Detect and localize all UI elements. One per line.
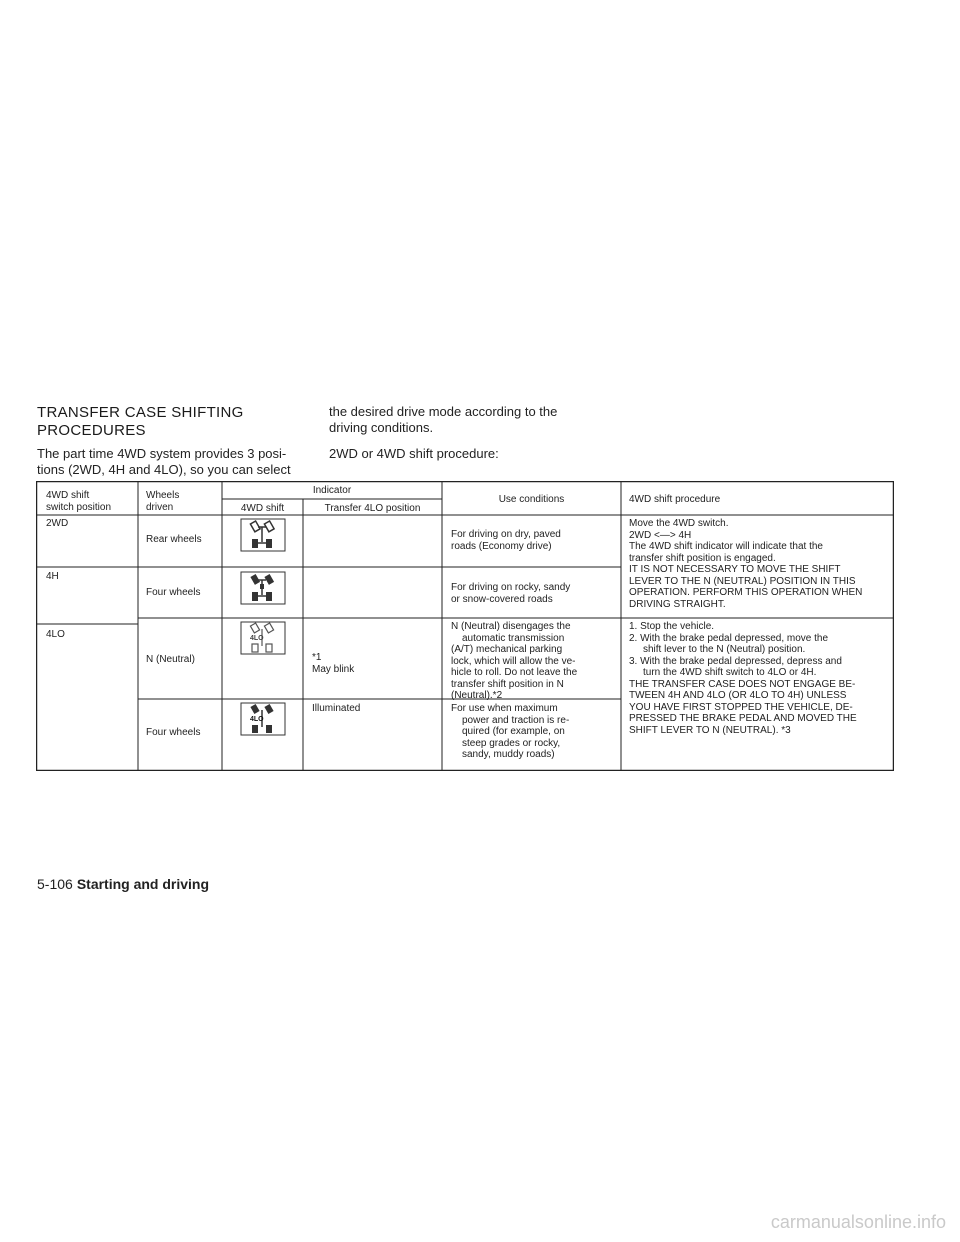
wheels-row-4: Four wheels	[146, 727, 201, 738]
use-line: or snow-covered roads	[451, 593, 553, 605]
procedure-line: 2. With the brake pedal depressed, move the	[629, 632, 829, 644]
header-indicator: Indicator	[312, 485, 352, 496]
use-conditions-row-1	[451, 529, 561, 552]
use-line: automatic transmission	[462, 632, 565, 644]
switch-position-4h: 4H	[46, 571, 59, 582]
use-line: steep grades or rocky,	[462, 737, 561, 749]
use-line: roads (Economy drive)	[451, 540, 552, 552]
header-indicator-4wd-shift: 4WD shift	[240, 503, 285, 514]
heading-line-1: TRANSFER CASE SHIFTING	[37, 404, 244, 421]
procedure-line: turn the 4WD shift switch to 4LO or 4H.	[643, 667, 817, 678]
use-line: power and traction is re-	[462, 714, 570, 726]
use-line: (A/T) mechanical parking	[451, 644, 563, 655]
use-line: transfer shift position in N	[451, 678, 564, 690]
4lo-neutral-indicator-icon	[240, 621, 286, 655]
section-name: Starting and driving	[76, 876, 210, 892]
procedure-line: TWEEN 4H AND 4LO (OR 4LO TO 4H) UNLESS	[629, 690, 847, 701]
lo-position-row-4: Illuminated	[312, 703, 361, 714]
switch-position-2wd: 2WD	[46, 518, 69, 529]
use-line: For driving on rocky, sandy	[451, 582, 571, 593]
intro-left-line-1: The part time 4WD system provides 3 posi-	[37, 446, 287, 461]
procedure-line: The 4WD shift indicator will indicate that the	[629, 541, 823, 552]
icon-label-4lo-illuminated: 4LO	[250, 716, 264, 723]
intro-left-line-2: tions (2WD, 4H and 4LO), so you can select	[37, 462, 291, 477]
header-switch-line-1: 4WD shift	[46, 490, 90, 501]
procedure-line: SHIFT LEVER TO N (NEUTRAL). *3	[629, 724, 791, 736]
wheels-row-2: Four wheels	[146, 587, 201, 598]
header-switch-line-2: switch position	[46, 501, 112, 513]
procedure-line: 2WD <—> 4H	[629, 529, 692, 541]
use-line: hicle to roll. Do not leave the	[451, 667, 578, 678]
lo-position-may-blink: May blink	[312, 663, 355, 675]
4h-indicator-icon	[240, 571, 286, 605]
watermark-text: carmanualsonline.info	[770, 1212, 946, 1232]
header-switch-position	[46, 490, 111, 513]
procedure-line: transfer shift position is engaged.	[629, 552, 776, 564]
use-line: lock, which will allow the ve-	[451, 655, 576, 667]
heading-line-2: PROCEDURES	[37, 422, 146, 439]
use-line: N (Neutral) disengages the	[451, 621, 571, 632]
header-use-conditions: Use conditions	[498, 494, 565, 505]
procedure-line: shift lever to the N (Neutral) position.	[643, 644, 806, 655]
procedure-line: LEVER TO THE N (NEUTRAL) POSITION IN THIS	[629, 575, 856, 587]
intro-right-line-1: the desired drive mode according to the	[329, 404, 558, 419]
wheels-row-1: Rear wheels	[146, 534, 202, 545]
procedure-line: IT IS NOT NECESSARY TO MOVE THE SHIFT	[629, 564, 841, 575]
use-conditions-row-3	[451, 621, 577, 702]
use-line: For driving on dry, paved	[451, 529, 561, 540]
section-heading	[37, 404, 317, 440]
header-wheels-line-2: driven	[146, 501, 174, 513]
use-line: sandy, muddy roads)	[462, 749, 555, 760]
header-wheels-line-1: Wheels	[146, 490, 180, 501]
header-shift-procedure: 4WD shift procedure	[629, 494, 721, 505]
lo-position-row-3	[312, 652, 354, 675]
intro-paragraph-right	[329, 404, 619, 462]
procedure-label: 2WD or 4WD shift procedure:	[329, 446, 499, 461]
procedure-4lo	[629, 621, 857, 736]
wheels-row-3: N (Neutral)	[146, 654, 195, 665]
intro-paragraph-left	[37, 446, 312, 478]
icon-label-4lo: 4LO	[250, 635, 264, 642]
lo-position-note: *1	[312, 652, 322, 663]
4lo-indicator-icon	[240, 702, 286, 736]
use-line: quired (for example, on	[462, 726, 565, 737]
use-conditions-row-4	[451, 703, 569, 761]
use-line: For use when maximum	[451, 703, 558, 714]
use-line: (Neutral).*2	[451, 690, 503, 701]
header-wheels-driven	[146, 490, 179, 513]
2wd-indicator-icon	[240, 518, 286, 552]
procedure-line: YOU HAVE FIRST STOPPED THE VEHICLE, DE-	[629, 701, 853, 713]
procedure-line: PRESSED THE BRAKE PEDAL AND MOVED THE	[629, 713, 857, 724]
procedure-line: THE TRANSFER CASE DOES NOT ENGAGE BE-	[629, 678, 856, 690]
procedure-2wd-4h	[629, 518, 862, 610]
intro-right-line-2: driving conditions.	[329, 420, 434, 435]
procedure-line: 1. Stop the vehicle.	[629, 621, 715, 632]
shift-procedure-table	[36, 481, 894, 771]
use-conditions-row-2	[451, 582, 570, 605]
procedure-line: 3. With the brake pedal depressed, depress and	[629, 655, 842, 667]
header-indicator-4lo-position: Transfer 4LO position	[324, 503, 421, 514]
procedure-line: DRIVING STRAIGHT.	[629, 598, 726, 610]
procedure-line: Move the 4WD switch.	[629, 518, 729, 529]
procedure-line: OPERATION. PERFORM THIS OPERATION WHEN	[629, 587, 863, 598]
page-footer	[37, 876, 209, 892]
page-number: 5-106	[37, 876, 73, 892]
switch-position-4lo: 4LO	[46, 629, 65, 640]
